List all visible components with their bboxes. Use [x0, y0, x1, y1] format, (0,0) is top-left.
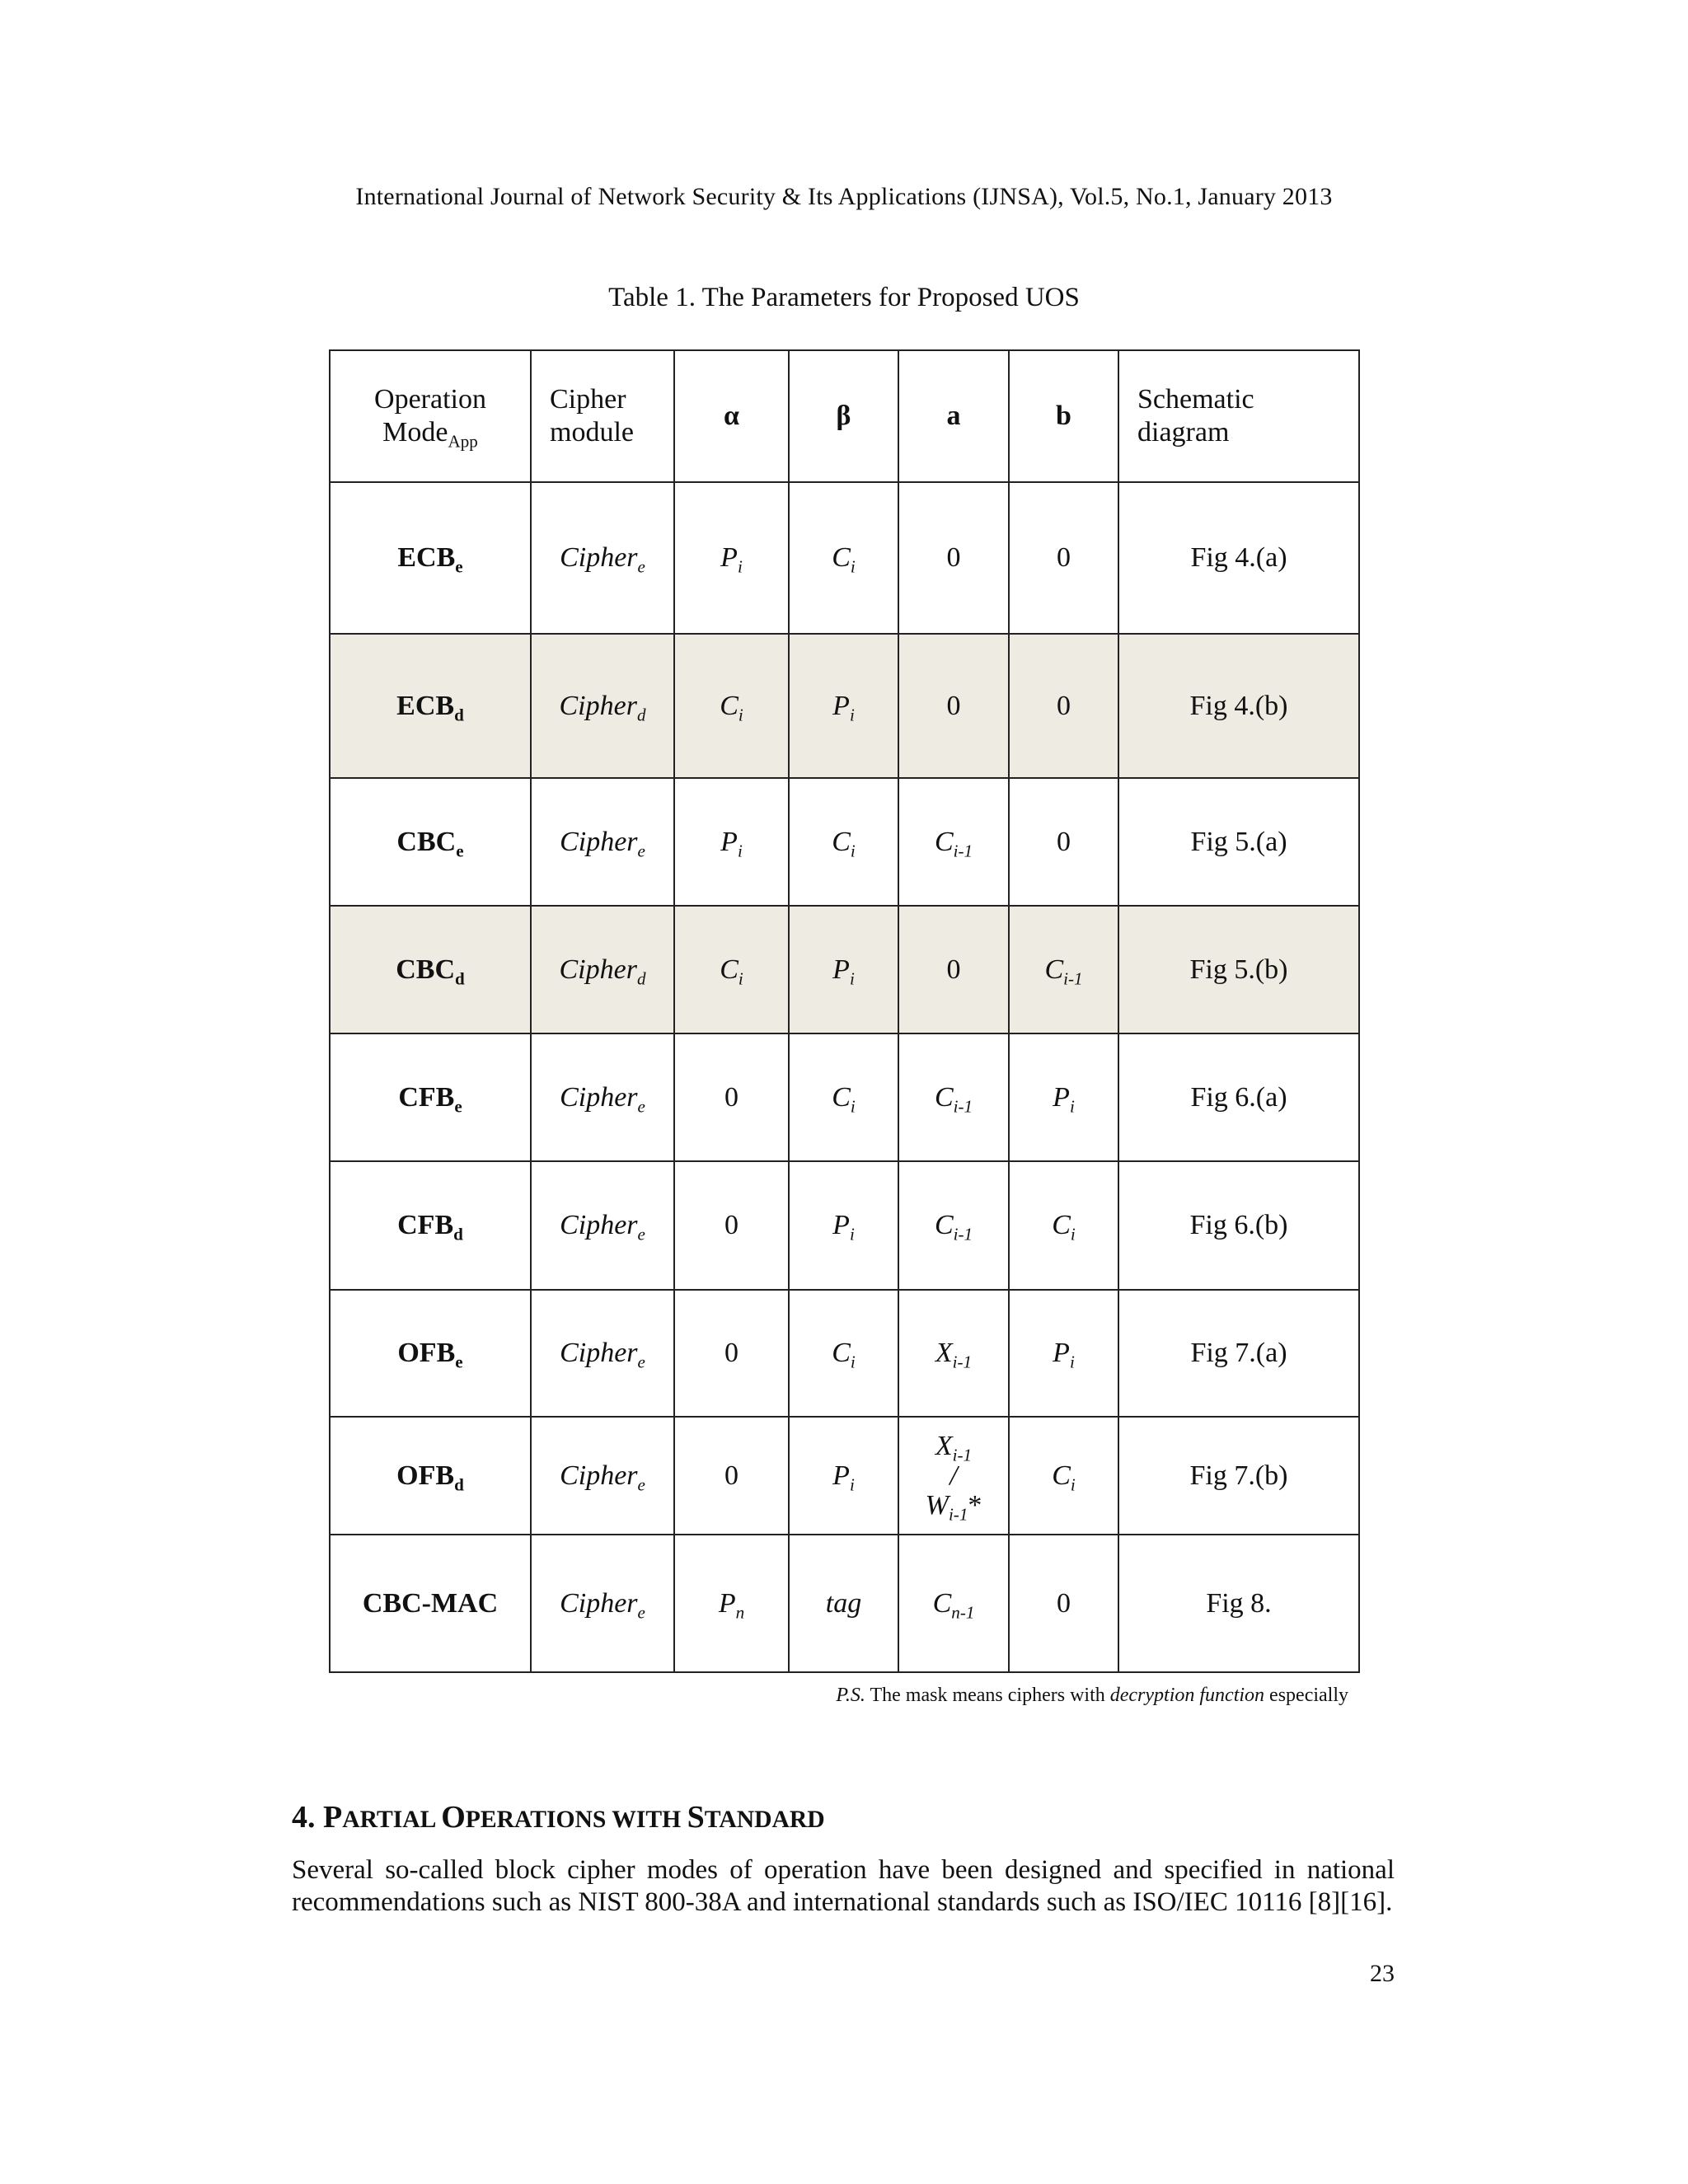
cell-alpha — [674, 1290, 789, 1417]
a-value: 0 — [946, 542, 961, 573]
alpha-value: P — [720, 542, 738, 573]
mode-sub: e — [454, 1095, 462, 1116]
cell-b — [1009, 1417, 1118, 1535]
section-title-rest: TANDARD — [704, 1807, 825, 1833]
cell-mode — [330, 778, 531, 906]
alpha-value-sub: n — [735, 1601, 745, 1622]
mode-sub: d — [454, 704, 464, 724]
cell-beta — [789, 1033, 898, 1161]
beta-value: C — [832, 826, 851, 857]
cell-schematic-diagram: Fig 4.(a) — [1118, 482, 1359, 634]
cipher-sub: e — [637, 1224, 645, 1244]
a-x: X — [935, 1430, 953, 1461]
a-w-sub: i-1 — [948, 1503, 968, 1524]
beta-value-sub: i — [850, 1095, 856, 1116]
table-row — [330, 1033, 1359, 1161]
cell-cipher-module — [531, 1161, 674, 1290]
cell-b — [1009, 1290, 1118, 1417]
b-value: 0 — [1057, 690, 1071, 721]
cell-schematic-diagram: Fig 7.(a) — [1118, 1290, 1359, 1417]
cell-schematic-diagram: Fig 6.(a) — [1118, 1033, 1359, 1161]
header-a: a — [898, 350, 1009, 482]
alpha-value: P — [720, 826, 738, 857]
cell-beta — [789, 1161, 898, 1290]
cell-schematic-diagram: Fig 4.(b) — [1118, 634, 1359, 778]
mode-sub: d — [453, 1224, 463, 1244]
b-value-sub: i — [1070, 1224, 1076, 1244]
a-value: C — [934, 826, 954, 857]
cell-b — [1009, 1161, 1118, 1290]
a-value: C — [934, 1210, 954, 1240]
beta-value-sub: i — [850, 556, 856, 577]
mode-label: CBC — [396, 954, 456, 985]
footnote-text-1: The mask means ciphers with — [865, 1685, 1110, 1706]
parameters-table — [329, 349, 1360, 1673]
beta-value-sub: i — [849, 1474, 855, 1494]
cell-a — [898, 482, 1009, 634]
cell-alpha — [674, 482, 789, 634]
cipher-label: Cipher — [559, 690, 637, 721]
mode-sub: e — [456, 840, 464, 860]
a-value: C — [934, 1081, 954, 1113]
cell-beta — [789, 906, 898, 1033]
cell-alpha — [674, 1033, 789, 1161]
cipher-label: Cipher — [560, 1081, 638, 1113]
header-operation-mode-sub: App — [448, 431, 478, 452]
cell-beta — [789, 634, 898, 778]
cipher-label: Cipher — [560, 1587, 638, 1619]
a-line-slash: / — [950, 1460, 958, 1491]
a-value-sub: i-1 — [953, 840, 973, 860]
cipher-sub: e — [637, 1352, 645, 1372]
cipher-sub: e — [637, 840, 645, 860]
cell-b — [1009, 778, 1118, 906]
section-number: 4. — [292, 1800, 323, 1835]
section-title-cap: P — [323, 1800, 343, 1835]
cell-a — [898, 906, 1009, 1033]
cell-mode — [330, 1290, 531, 1417]
mode-label: OFB — [397, 1338, 456, 1368]
beta-value: P — [832, 1460, 850, 1491]
a-value: X — [935, 1338, 953, 1368]
mode-label: CBC-MAC — [362, 1587, 499, 1619]
beta-value: C — [832, 1081, 851, 1113]
cell-alpha — [674, 1417, 789, 1535]
cell-alpha — [674, 906, 789, 1033]
header-b: b — [1009, 350, 1118, 482]
cell-a — [898, 1417, 1009, 1535]
cell-mode — [330, 482, 531, 634]
alpha-value-sub: i — [738, 704, 743, 724]
table-row — [330, 634, 1359, 778]
a-line-x — [907, 1430, 1000, 1465]
mode-sub: d — [455, 968, 465, 988]
header-operation-mode — [330, 350, 531, 482]
running-header: International Journal of Network Security & Its Applications (IJNSA), Vol.5, No.1, January 2013 — [355, 183, 1333, 210]
alpha-value: C — [720, 690, 738, 721]
table-row — [330, 1535, 1359, 1672]
beta-value: tag — [825, 1587, 862, 1619]
table-caption: Table 1. The Parameters for Proposed UOS — [608, 283, 1080, 312]
cell-mode — [330, 1535, 531, 1672]
cell-a — [898, 1290, 1009, 1417]
cell-b — [1009, 906, 1118, 1033]
mode-label: ECB — [397, 542, 456, 573]
beta-value: P — [832, 954, 850, 985]
table-row — [330, 1417, 1359, 1535]
a-value-sub: i-1 — [953, 1224, 973, 1244]
page-number: 23 — [1370, 1960, 1395, 1987]
cipher-sub: e — [637, 1601, 645, 1622]
b-value: 0 — [1057, 542, 1071, 573]
cell-schematic-diagram: Fig 8. — [1118, 1535, 1359, 1672]
cell-mode — [330, 906, 531, 1033]
mode-label: OFB — [396, 1460, 455, 1491]
cipher-label: Cipher — [560, 1210, 638, 1240]
cipher-sub: e — [637, 1474, 645, 1494]
a-value: C — [932, 1587, 952, 1619]
a-value: 0 — [946, 954, 961, 985]
mode-label: ECB — [396, 690, 455, 721]
header-schematic-diagram: Schematic diagram — [1118, 350, 1359, 482]
b-value: 0 — [1057, 1587, 1071, 1619]
b-value: C — [1052, 1460, 1071, 1491]
mode-sub: e — [455, 556, 463, 577]
beta-value: C — [832, 1338, 851, 1368]
cell-alpha — [674, 1535, 789, 1672]
cell-alpha — [674, 778, 789, 906]
header-beta: β — [789, 350, 898, 482]
header-cipher-module: Cipher module — [531, 350, 674, 482]
cell-b — [1009, 1033, 1118, 1161]
cell-b — [1009, 634, 1118, 778]
alpha-value: 0 — [724, 1460, 738, 1491]
section-title-cap: S — [687, 1800, 705, 1835]
beta-value-sub: i — [849, 968, 855, 988]
b-value-sub: i-1 — [1063, 968, 1083, 988]
cell-cipher-module — [531, 1290, 674, 1417]
b-value: C — [1052, 1210, 1071, 1240]
cell-schematic-diagram: Fig 5.(b) — [1118, 906, 1359, 1033]
section-heading — [292, 1799, 825, 1835]
section-title-rest: PERATIONS WITH — [465, 1807, 687, 1833]
cell-a — [898, 778, 1009, 906]
section-body-paragraph: Several so-called block cipher modes of operation have been designed and specified in national recommendations such as NIST 800-38A and international standards such as ISO/IEC 10116 [8][16]. — [292, 1855, 1395, 1917]
table-row — [330, 1161, 1359, 1290]
a-value-sub: n-1 — [951, 1601, 975, 1622]
alpha-value: P — [718, 1587, 736, 1619]
mode-label: CFB — [398, 1081, 455, 1113]
mode-label: CBC — [396, 826, 457, 857]
cipher-label: Cipher — [560, 542, 638, 573]
alpha-value-sub: i — [737, 840, 743, 860]
cell-beta — [789, 1290, 898, 1417]
b-value: 0 — [1057, 826, 1071, 857]
cell-a — [898, 1161, 1009, 1290]
cell-a — [898, 1033, 1009, 1161]
b-value: P — [1053, 1081, 1070, 1113]
table-row — [330, 778, 1359, 906]
table-row — [330, 482, 1359, 634]
cell-mode — [330, 1033, 531, 1161]
section-title-cap: O — [441, 1800, 466, 1835]
a-value: 0 — [946, 690, 961, 721]
alpha-value: 0 — [724, 1081, 738, 1113]
header-operation-mode-label: Operation Mode — [374, 384, 486, 448]
cipher-label: Cipher — [559, 954, 637, 985]
beta-value-sub: i — [849, 704, 855, 724]
b-value-sub: i — [1069, 1352, 1075, 1372]
cipher-sub: d — [636, 704, 646, 724]
a-value-sub: i-1 — [953, 1095, 973, 1116]
a-w: W — [925, 1489, 949, 1521]
cipher-sub: d — [636, 968, 646, 988]
alpha-value-sub: i — [737, 556, 743, 577]
cell-alpha — [674, 1161, 789, 1290]
cell-b — [1009, 482, 1118, 634]
cipher-sub: e — [637, 1095, 645, 1116]
alpha-value-sub: i — [738, 968, 743, 988]
cell-beta — [789, 778, 898, 906]
mode-label: CFB — [397, 1210, 454, 1240]
beta-value-sub: i — [849, 1224, 855, 1244]
cell-mode — [330, 634, 531, 778]
b-value-sub: i — [1070, 1474, 1076, 1494]
cell-a — [898, 1535, 1009, 1672]
cipher-sub: e — [637, 556, 645, 577]
cell-beta — [789, 1535, 898, 1672]
a-line-w — [907, 1489, 1000, 1524]
cell-cipher-module — [531, 1535, 674, 1672]
footnote-text-2: especially — [1264, 1685, 1348, 1706]
cell-cipher-module — [531, 634, 674, 778]
beta-value: C — [832, 542, 851, 573]
alpha-value: C — [720, 954, 738, 985]
footnote-ps: P.S. — [836, 1685, 865, 1706]
alpha-value: 0 — [724, 1338, 738, 1368]
section-title-rest: ARTIAL — [342, 1807, 442, 1833]
a-value-sub: i-1 — [952, 1352, 973, 1372]
footnote-emphasis: decryption function — [1109, 1685, 1265, 1706]
cell-cipher-module — [531, 906, 674, 1033]
b-value: C — [1044, 954, 1064, 985]
mode-sub: d — [454, 1474, 464, 1494]
a-star: * — [968, 1489, 982, 1521]
cell-a — [898, 634, 1009, 778]
table-header-row — [330, 350, 1359, 482]
alpha-value: 0 — [724, 1210, 738, 1240]
b-value-sub: i — [1069, 1095, 1075, 1116]
cipher-label: Cipher — [560, 1338, 638, 1368]
beta-value-sub: i — [850, 840, 856, 860]
table-row — [330, 1290, 1359, 1417]
cell-mode — [330, 1417, 531, 1535]
cell-cipher-module — [531, 1033, 674, 1161]
mode-sub: e — [455, 1352, 463, 1372]
b-value: P — [1053, 1338, 1070, 1368]
cipher-label: Cipher — [560, 1460, 638, 1491]
cell-beta — [789, 482, 898, 634]
beta-value-sub: i — [850, 1352, 856, 1372]
table-footnote — [0, 1685, 1348, 1707]
cell-alpha — [674, 634, 789, 778]
cell-b — [1009, 1535, 1118, 1672]
a-x-sub: i-1 — [952, 1444, 973, 1465]
cell-cipher-module — [531, 1417, 674, 1535]
cell-mode — [330, 1161, 531, 1290]
cell-schematic-diagram: Fig 7.(b) — [1118, 1417, 1359, 1535]
table-row — [330, 906, 1359, 1033]
header-alpha: α — [674, 350, 789, 482]
cell-cipher-module — [531, 778, 674, 906]
cell-beta — [789, 1417, 898, 1535]
cell-schematic-diagram: Fig 5.(a) — [1118, 778, 1359, 906]
beta-value: P — [832, 690, 850, 721]
cell-cipher-module — [531, 482, 674, 634]
beta-value: P — [832, 1210, 850, 1240]
cipher-label: Cipher — [560, 826, 638, 857]
cell-schematic-diagram: Fig 6.(b) — [1118, 1161, 1359, 1290]
